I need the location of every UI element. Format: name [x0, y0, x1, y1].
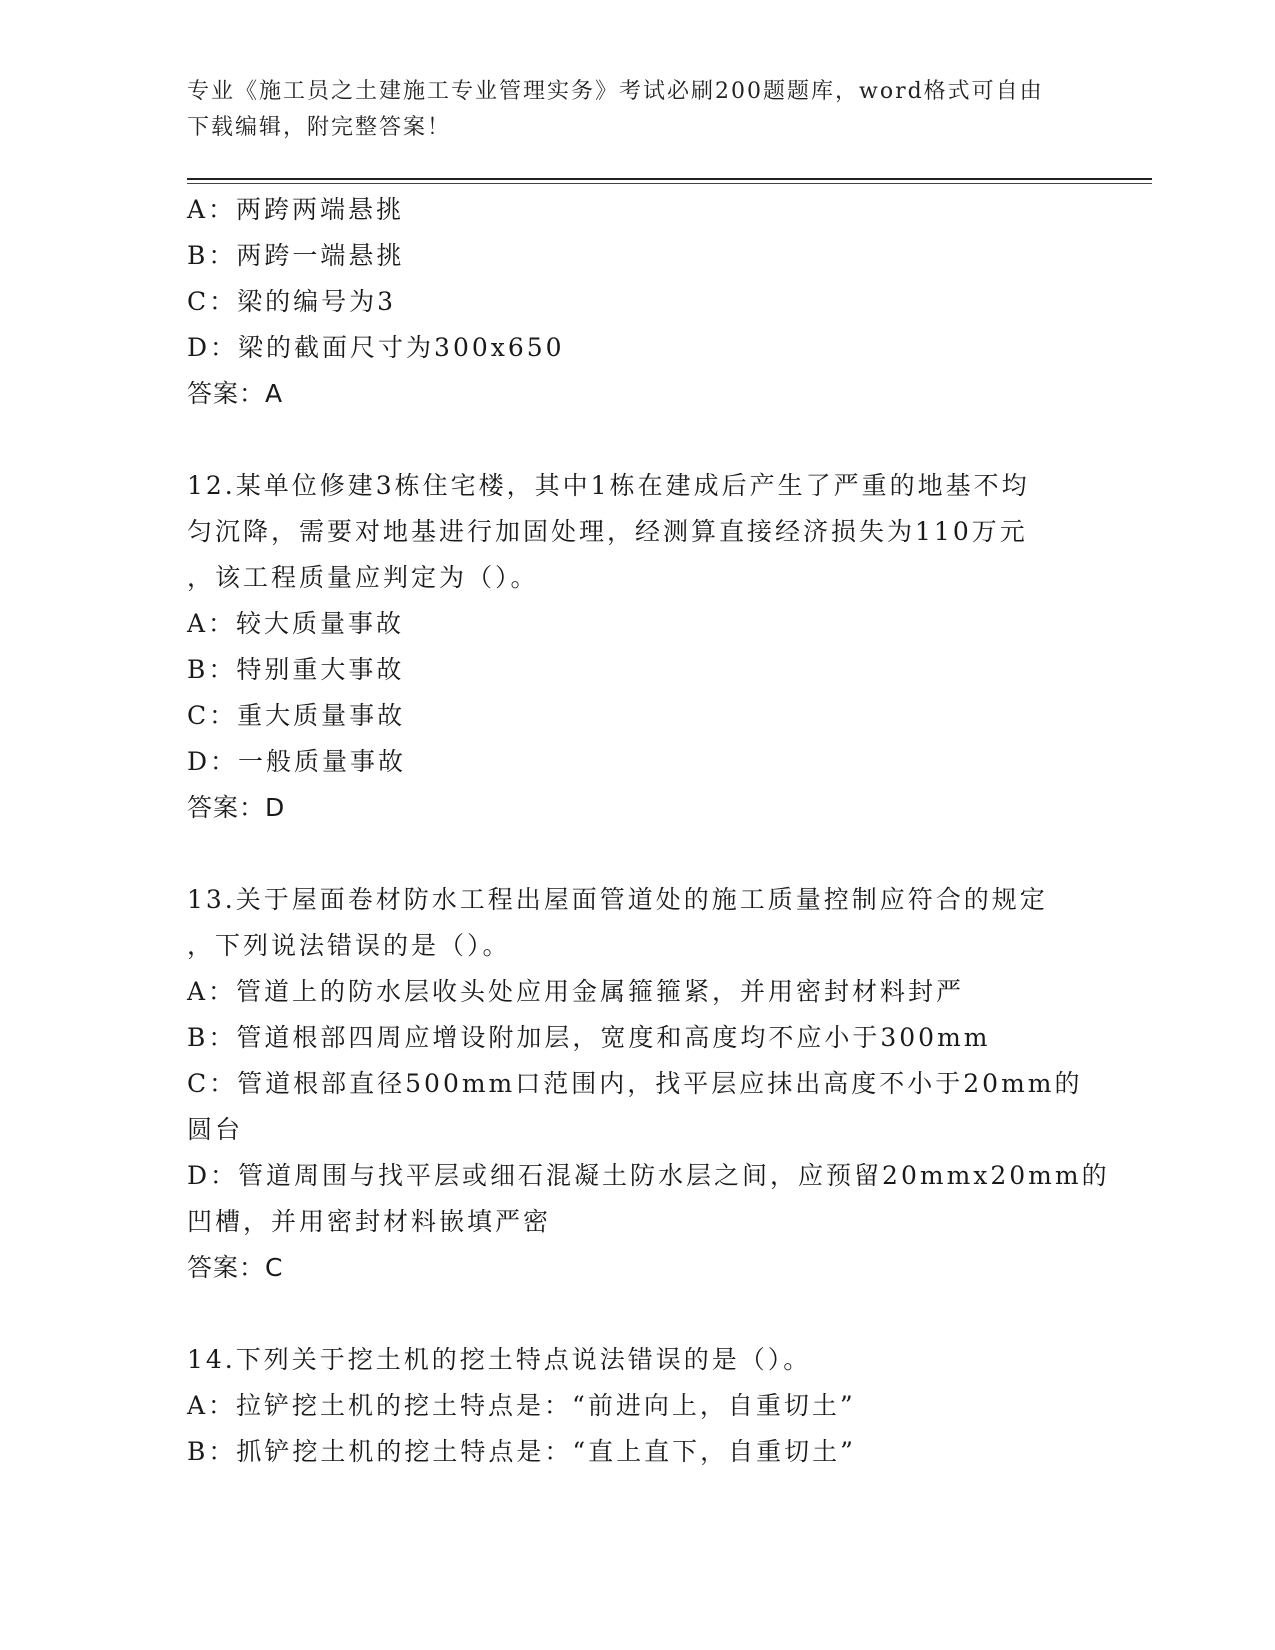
answer-line: 答案：A — [187, 379, 284, 408]
question-13 — [187, 877, 1110, 1291]
answer-line: 答案：C — [187, 1253, 284, 1282]
option-a: A：拉铲挖土机的挖土特点是：“前进向上，自重切土” — [187, 1391, 856, 1420]
spacer — [187, 831, 1087, 877]
option-b: B：特别重大事故 — [187, 655, 405, 684]
header-line-1: 专业《施工员之土建施工专业管理实务》考试必刷200题题库，word格式可自由 — [187, 79, 1044, 104]
question-stem-line: 14.下列关于挖土机的挖土特点说法错误的是（）。 — [187, 1345, 812, 1374]
option-c: C：管道根部直径500mm口范围内，找平层应抹出高度不小于20mm的 — [187, 1069, 1083, 1098]
option-c: C：重大质量事故 — [187, 701, 406, 730]
spacer — [187, 417, 1087, 463]
option-b: B：管道根部四周应增设附加层，宽度和高度均不应小于300mm — [187, 1023, 991, 1052]
question-stem-line: ，该工程质量应判定为（）。 — [187, 563, 539, 592]
header-line-2: 下载编辑，附完整答案！ — [187, 115, 452, 140]
document-header — [187, 74, 1087, 146]
option-b: B：两跨一端悬挑 — [187, 241, 405, 270]
question-12 — [187, 463, 1087, 831]
question-stem-line: ，下列说法错误的是（）。 — [187, 931, 511, 960]
option-d: D：管道周围与找平层或细石混凝土防水层之间，应预留20mmx20mm的 — [187, 1161, 1110, 1190]
question-stem-line: 匀沉降，需要对地基进行加固处理，经测算直接经济损失为110万元 — [187, 517, 1028, 546]
question-stem-line: 13.关于屋面卷材防水工程出屋面管道处的施工质量控制应符合的规定 — [187, 885, 1048, 914]
answer-line: 答案：D — [187, 793, 286, 822]
spacer — [187, 1291, 1087, 1337]
header-divider-thick — [187, 178, 1152, 180]
option-a: A：管道上的防水层收头处应用金属箍箍紧，并用密封材料封严 — [187, 977, 965, 1006]
option-d: D：一般质量事故 — [187, 747, 407, 776]
option-a: A：较大质量事故 — [187, 609, 405, 638]
header-divider-thin — [187, 183, 1152, 184]
option-b: B：抓铲挖土机的挖土特点是：“直上直下，自重切土” — [187, 1437, 856, 1466]
question-stem-line: 12.某单位修建3栋住宅楼，其中1栋在建成后产生了严重的地基不均 — [187, 471, 1030, 500]
question-11 — [187, 187, 1087, 417]
option-d-continued: 凹槽，并用密封材料嵌填严密 — [187, 1207, 552, 1236]
option-a: A：两跨两端悬挑 — [187, 195, 405, 224]
option-c-continued: 圆台 — [187, 1115, 244, 1144]
option-d: D：梁的截面尺寸为300x650 — [187, 333, 565, 362]
option-c: C：梁的编号为3 — [187, 287, 397, 316]
question-list — [187, 187, 1110, 1475]
question-14 — [187, 1337, 1087, 1475]
